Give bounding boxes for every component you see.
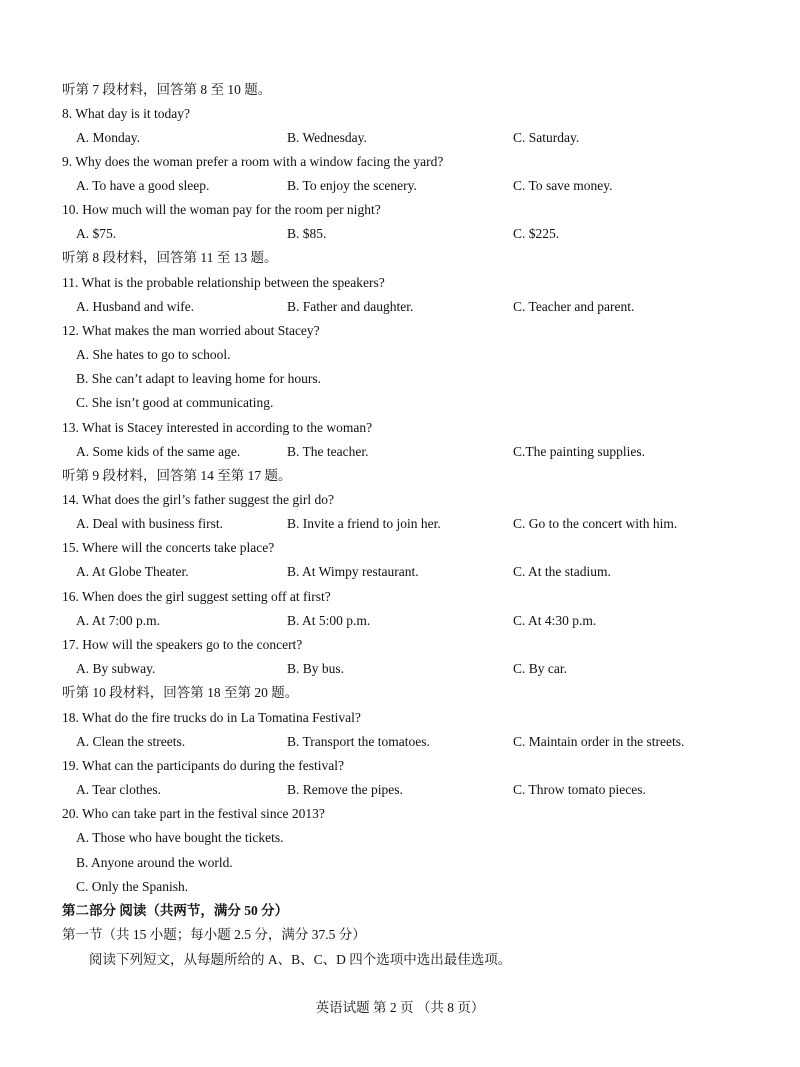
question-9: 9. Why does the woman prefer a room with a window facing the yard?: [62, 154, 444, 169]
question-8: 8. What day is it today?: [62, 106, 190, 121]
option-b: B. At 5:00 p.m.: [287, 613, 371, 628]
question-20: 20. Who can take part in the festival since 2013?: [62, 806, 325, 821]
option-20-c: C. Only the Spanish.: [76, 879, 189, 894]
options-18: [0, 732, 800, 752]
options-15: [0, 562, 800, 582]
options-19: [0, 780, 800, 800]
option-a: A. Husband and wife.: [76, 299, 195, 314]
option-b: B. At Wimpy restaurant.: [287, 564, 419, 579]
question-13: 13. What is Stacey interested in according to the woman?: [62, 420, 373, 435]
options-14: [0, 514, 800, 534]
question-11: 11. What is the probable relationship between the speakers?: [62, 275, 385, 290]
option-c: C.The painting supplies.: [513, 444, 645, 459]
option-12-a: A. She hates to go to school.: [76, 347, 231, 362]
section-heading: 听第 10 段材料，回答第 18 至第 20 题。: [62, 685, 299, 700]
options-9: [0, 176, 800, 196]
option-c: C. Go to the concert with him.: [513, 516, 678, 531]
option-20-b: B. Anyone around the world.: [76, 855, 233, 870]
option-a: A. $75.: [76, 226, 117, 241]
option-c: C. By car.: [513, 661, 567, 676]
option-a: A. By subway.: [76, 661, 156, 676]
options-16: [0, 611, 800, 631]
options-13: [0, 442, 800, 462]
section-heading: 听第 8 段材料，回答第 11 至 13 题。: [62, 250, 278, 265]
section-one-title: 第一节（共 15 小题；每小题 2.5 分，满分 37.5 分）: [62, 927, 366, 942]
option-a: A. Some kids of the same age.: [76, 444, 241, 459]
question-10: 10. How much will the woman pay for the room per night?: [62, 202, 381, 217]
option-12-c: C. She isn’t good at communicating.: [76, 395, 274, 410]
option-b: B. Invite a friend to join her.: [287, 516, 441, 531]
option-b: B. Remove the pipes.: [287, 782, 403, 797]
option-c: C. At 4:30 p.m.: [513, 613, 597, 628]
question-17: 17. How will the speakers go to the concert?: [62, 637, 303, 652]
reading-instruction: 阅读下列短文，从每题所给的 A、B、C、D 四个选项中选出最佳选项。: [89, 952, 512, 967]
options-8: [0, 128, 800, 148]
options-11: [0, 297, 800, 317]
option-c: C. $225.: [513, 226, 560, 241]
options-17: [0, 659, 800, 679]
option-b: B. The teacher.: [287, 444, 369, 459]
option-c: C. Throw tomato pieces.: [513, 782, 646, 797]
question-16: 16. When does the girl suggest setting off at first?: [62, 589, 331, 604]
option-a: A. Clean the streets.: [76, 734, 186, 749]
option-c: C. Saturday.: [513, 130, 580, 145]
section-heading: 听第 9 段材料，回答第 14 至第 17 题。: [62, 468, 292, 483]
option-a: A. Deal with business first.: [76, 516, 223, 531]
option-b: B. By bus.: [287, 661, 345, 676]
option-c: C. At the stadium.: [513, 564, 611, 579]
option-12-b: B. She can’t adapt to leaving home for hours.: [76, 371, 321, 386]
option-b: B. Wednesday.: [287, 130, 367, 145]
option-a: A. At 7:00 p.m.: [76, 613, 161, 628]
option-c: C. Teacher and parent.: [513, 299, 635, 314]
option-c: C. To save money.: [513, 178, 613, 193]
question-12: 12. What makes the man worried about Stacey?: [62, 323, 320, 338]
page-footer: 英语试题 第 2 页 （共 8 页）: [315, 1000, 485, 1015]
option-20-a: A. Those who have bought the tickets.: [76, 830, 284, 845]
question-19: 19. What can the participants do during the festival?: [62, 758, 345, 773]
option-a: A. Monday.: [76, 130, 140, 145]
option-b: B. Transport the tomatoes.: [287, 734, 430, 749]
option-b: B. $85.: [287, 226, 327, 241]
option-a: A. Tear clothes.: [76, 782, 162, 797]
options-10: [0, 224, 800, 244]
question-14: 14. What does the girl’s father suggest the girl do?: [62, 492, 334, 507]
option-b: B. To enjoy the scenery.: [287, 178, 417, 193]
question-18: 18. What do the fire trucks do in La Tomatina Festival?: [62, 710, 361, 725]
section-heading: 听第 7 段材料，回答第 8 至 10 题。: [62, 82, 272, 97]
part-two-title: 第二部分 阅读（共两节，满分 50 分）: [62, 903, 289, 918]
question-15: 15. Where will the concerts take place?: [62, 540, 275, 555]
option-a: A. At Globe Theater.: [76, 564, 189, 579]
option-a: A. To have a good sleep.: [76, 178, 210, 193]
option-b: B. Father and daughter.: [287, 299, 414, 314]
option-c: C. Maintain order in the streets.: [513, 734, 685, 749]
